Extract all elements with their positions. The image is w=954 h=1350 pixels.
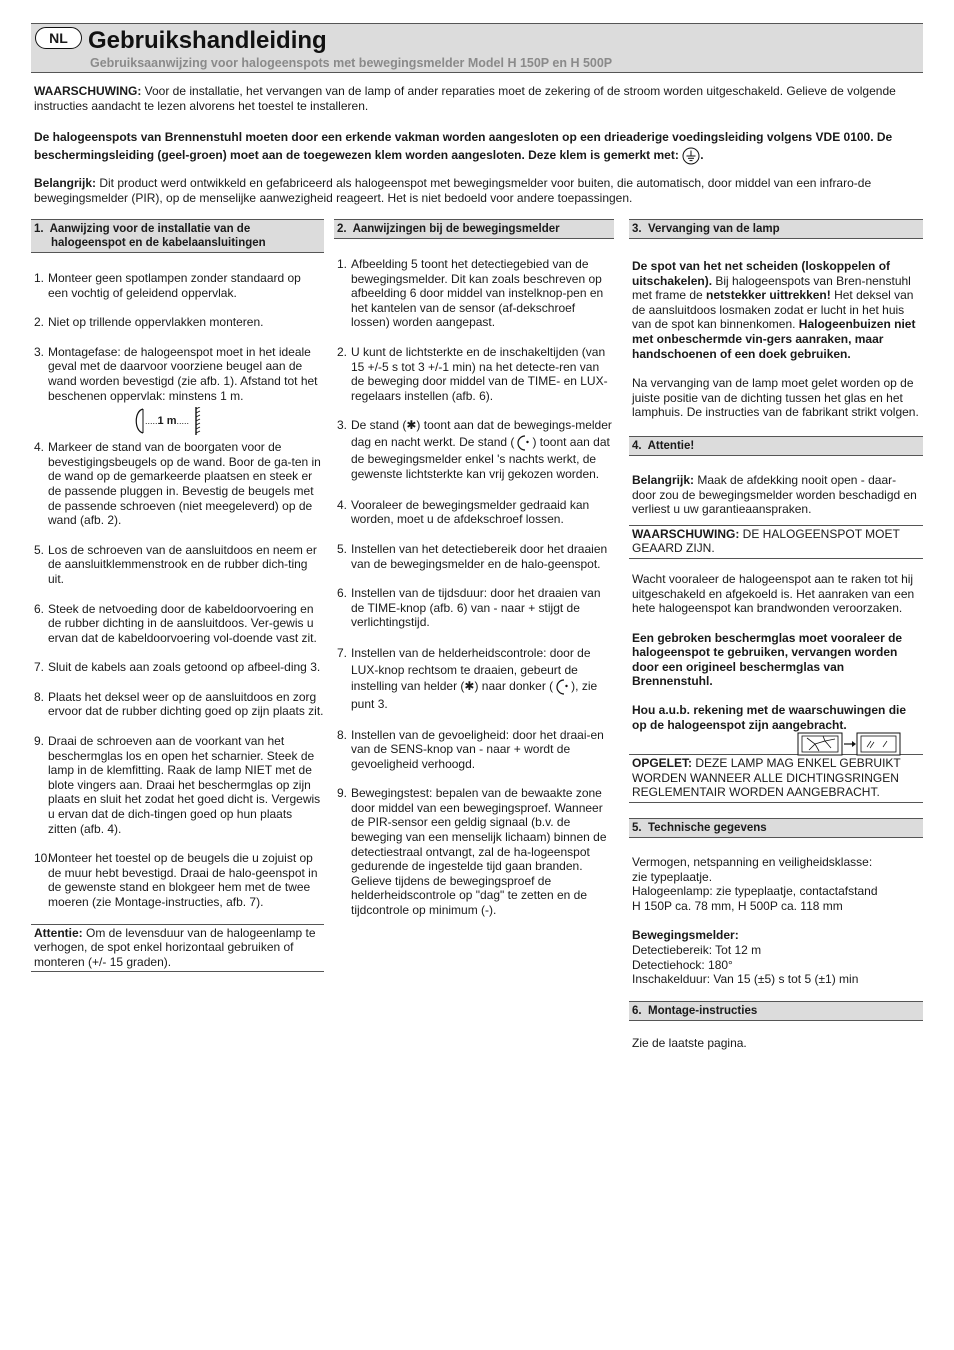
sun-icon: ✱ bbox=[464, 679, 475, 694]
intro-important: Belangrijk: Dit product werd ontwikkeld en gefabriceerd als halogeenspot met bewegingsmelder voor buiten, die automatisch, door middel van een infraro-de bewegingsmelder (PIR), op de menselijke aanwezigheid reageert. Het is niet bedoeld voor andere toepassingen. bbox=[34, 176, 872, 205]
section-3-heading: 3. Vervanging van de lamp bbox=[629, 219, 923, 239]
section-4-wait-paragraph: Wacht vooraleer de halogeenspot aan te raken tot hij uitgeschakeld en afgekoeld is. Het aanraken van een hete halogeenspot kan brandwonden veroorzaken. bbox=[632, 571, 915, 616]
list-item: 4. Markeer de stand van de boorgaten voor de bevestigingsbeugels op de wand. Boor de ga-ten in de wand op de gemarkeerde plaatsen en steek er de passende pluggen in. Bevestig de beugels met de passende schroeven (niet meegeleverd) op de wand (afb. 2). bbox=[34, 440, 321, 528]
glass-replacement-illustration bbox=[797, 732, 901, 756]
list-item: 10. Monteer het toestel op de beugels die u zojuist op de muur hebt bevestigd. Draai de halo-geenspot in de gewenste stand en blokgeer hem met de twee moeren (zie Montage-instructies, afb. 7). bbox=[34, 851, 318, 909]
section-2-list bbox=[334, 257, 614, 918]
list-item: 9. Bewegingstest: bepalen van de bewaakte zone door middel van een bewegingsproef. Wanneer de PIR-sensor een geldig signaal (b.v. de beweging van een menselijk lichaam) binnen de detectiestraal ontvangt, zal de ha-logeenspot gedurende de ingestelde tijd gaan branden. Gelieve tijdens de bewegingsproef de helderheidscontrole op "dag" te zetten en de tijdcontrole op minimum (-). bbox=[337, 786, 607, 918]
list-item: 9. Draai de schroeven aan de voorkant van het beschermglas los en open het scharnier. Steek de lamp in de klemfitting. Raak de lamp NIET met de blote vingers aan. Draai het beschermglas op zijn plaats en sluit het zodat het goed dicht is. Vergewis u ervan dat de dich-tingen goed op hun plaats zitten (afb. 4). bbox=[34, 734, 321, 836]
section-4-note-paragraph: Hou a.u.b. rekening met de waarschuwingen die op de halogeenspot zijn aangebracht. bbox=[632, 703, 907, 732]
list-item: 1. Afbeelding 5 toont het detectiegebied van de bewegingsmelder. Dit kan zoals beschreven op afbeelding 6 door middel van instelknop-pen en het kantelen van de sensor (af-dekschroef lossen) worden aangepast. bbox=[337, 257, 604, 330]
section-2-heading: 2. Aanwijzingen bij de bewegingsmelder bbox=[334, 219, 614, 239]
column-section-2 bbox=[334, 219, 614, 933]
section-4-caution-box: OPGELET: DEZE LAMP MAG ENKEL GEBRUIKT WORDEN WANNEER ALLE DICHTINGSRINGEN REGLEMENTAIR WORDEN AANGEBRACHT. bbox=[629, 754, 923, 803]
section-4-glass-paragraph: Een gebroken beschermglas moet vooraleer de halogeenspot te gebruiken, vervangen worden door een origineel beschermglas van Brennenstuhl. bbox=[632, 630, 903, 689]
section-4-important: Belangrijk: Maak de afdekking nooit open - daar-door zou de bewegingsmelder worden beschadigd en verliest u uw garantieaanspraken. bbox=[632, 472, 917, 517]
list-item: 2. Niet op trillende oppervlakken monteren. bbox=[34, 315, 264, 330]
section-5-heading: 5. Technische gegevens bbox=[629, 818, 923, 838]
section-3-paragraph: De spot van het net scheiden (loskoppelen of uitschakelen). Bij halogeenspots van Bren-nenstuhl met frame de netstekker uittrekken! Het deksel van de aansluitdoos losmaken zodat er lucht in het huis van de spot kan binnenkomen. Halogeenbuizen niet met onbeschermde vin-gers aanraken, maar handschoenen of een doek gebruiken. bbox=[632, 259, 916, 361]
list-item: 7. Instellen van de helderheidscontrole: door de LUX-knop rechtsom te draaien, gebeurt de instelling van helder (✱) naar donker ( ), zie punt 3. bbox=[337, 646, 598, 711]
sun-icon: ✱ bbox=[406, 418, 417, 433]
list-item: 6. Steek de netvoeding door de kabeldoorvoering en de rubber dichting in de aansluitdoos. Ver-gewis u ervan dat de kabeldoorvoering vol-doende vast zit. bbox=[34, 601, 317, 645]
section-4-heading: 4. Attentie! bbox=[629, 436, 923, 456]
section-1-attention-note: Attentie: Om de levensduur van de halogeenlamp te verhogen, de spot enkel horizontaal gebruiken of monteren (+/- 15 graden). bbox=[31, 924, 324, 973]
section-5-motion-data: Bewegingsmelder: Detectiebereik: Tot 12 m Detectiehock: 180° Inschakelduur: Van 15 (±5) s tot 5 (±1) min bbox=[632, 928, 859, 987]
column-sections-3-6 bbox=[629, 219, 923, 1050]
intro-warning: WAARSCHUWING: Voor de installatie, het vervangen van de lamp of ander reparaties moet de zekering of de stroom worden uitgeschakeld. Gelieve de volgende instructies aandacht te lezen alvorens het toestel te installeren. bbox=[34, 84, 896, 113]
section-5-general-data: Vermogen, netspanning en veiligheidsklasse: zie typeplaatje. Halogeenlamp: zie typeplaatje, contactafstand H 150P ca. 78 mm, H 500P ca. 118 mm bbox=[632, 855, 878, 913]
section-1-heading: 1. Aanwijzing voor de installatie van de halogeenspot en de kabelaansluitingen bbox=[31, 219, 324, 253]
wall-surface-icon bbox=[189, 407, 201, 435]
section-3-paragraph-2: Na vervanging van de lamp moet gelet worden op de juiste positie van de dichting tussen het glas en het lamphuis. De instructies van de fabrikant strikt volgen. bbox=[632, 376, 919, 420]
section-6-text: Zie de laatste pagina. bbox=[632, 1035, 747, 1050]
column-section-1 bbox=[31, 219, 324, 972]
list-item: 8. Plaats het deksel weer op de aansluitdoos en zorg ervoor dat de rubber dichting goed op zijn plaats zit. bbox=[34, 689, 324, 719]
section-4-warning-box: WAARSCHUWING: DE HALOGEENSPOT MOET GEAARD ZIJN. bbox=[629, 525, 923, 559]
page-header bbox=[31, 23, 923, 73]
ground-symbol-icon bbox=[682, 147, 700, 165]
list-item: 7. Sluit de kabels aan zoals getoond op afbeel-ding 3. bbox=[34, 660, 321, 675]
section-1-list bbox=[31, 271, 324, 910]
list-item: 5. Instellen van het detectiebereik door het draaien van de bewegingsmelder en de halo-geenspot. bbox=[337, 542, 608, 571]
page-title: Gebruikshandleiding bbox=[88, 27, 327, 54]
list-item: 3. Montagefase: de halogeenspot moet in het ideale geval met de daarvoor voorziene beugel aan de wand worden bevestigd (zie afb. 1). Afstand tot het beschenen oppervlak: minstens 1 m. ..... 1 m ..... bbox=[31, 345, 324, 436]
lamp-outline-icon bbox=[131, 408, 145, 434]
list-item: 1. Monteer geen spotlampen zonder standaard op een vochtig of geleidend oppervlak. bbox=[34, 271, 301, 300]
list-item: 2. U kunt de lichtsterkte en de inschakeltijden (van 15 +/-5 s tot 3 +/-1 min) na het detecte-ren van de beweging door middel van de TIME- en LUX-regelaars instellen (afb. 6). bbox=[337, 344, 608, 403]
page-subtitle: Gebruiksaanwijzing voor halogeenspots met bewegingsmelder Model H 150P en H 500P bbox=[90, 56, 613, 70]
distance-figure: ..... 1 m ..... bbox=[8, 406, 324, 436]
list-item: 6. Instellen van de tijdsduur: door het draaien van de TIME-knop (afb. 6) van - naar + stijgt de verlichtingstijd. bbox=[337, 586, 601, 630]
list-item: 4. Vooraleer de bewegingsmelder gedraaid kan worden, moet u de afdekschroef lossen. bbox=[337, 497, 590, 527]
moon-icon bbox=[553, 678, 571, 696]
list-item: 3. De stand (✱) toont aan dat de bewegings-melder dag en nacht werkt. De stand ( ) toont aan dat de bewegingsmelder enkel 's nachts werkt, de gewenste lichtsterkte kan vrij gekozen worden. bbox=[337, 418, 612, 482]
section-6-heading: 6. Montage-instructies bbox=[629, 1001, 923, 1021]
language-badge: NL bbox=[35, 27, 82, 49]
moon-icon bbox=[514, 434, 532, 452]
intro-connection: De halogeenspots van Brennenstuhl moeten door een erkende vakman worden aangesloten op een drieaderige voedingsleiding volgens VDE 0100. De beschermingsleiding (geel-groen) moet aan de toegewezen klem worden aangesloten. Deze klem is gemerkt met: . bbox=[34, 128, 919, 165]
list-item: 8. Instellen van de gevoeligheid: door het draai-en van de SENS-knop van - naar + wordt de gevoeligheid verhoogd. bbox=[337, 727, 604, 771]
list-item: 5. Los de schroeven van de aansluitdoos en neem er de aansluitklemmenstrook en de rubber dich-ting uit. bbox=[34, 542, 317, 586]
